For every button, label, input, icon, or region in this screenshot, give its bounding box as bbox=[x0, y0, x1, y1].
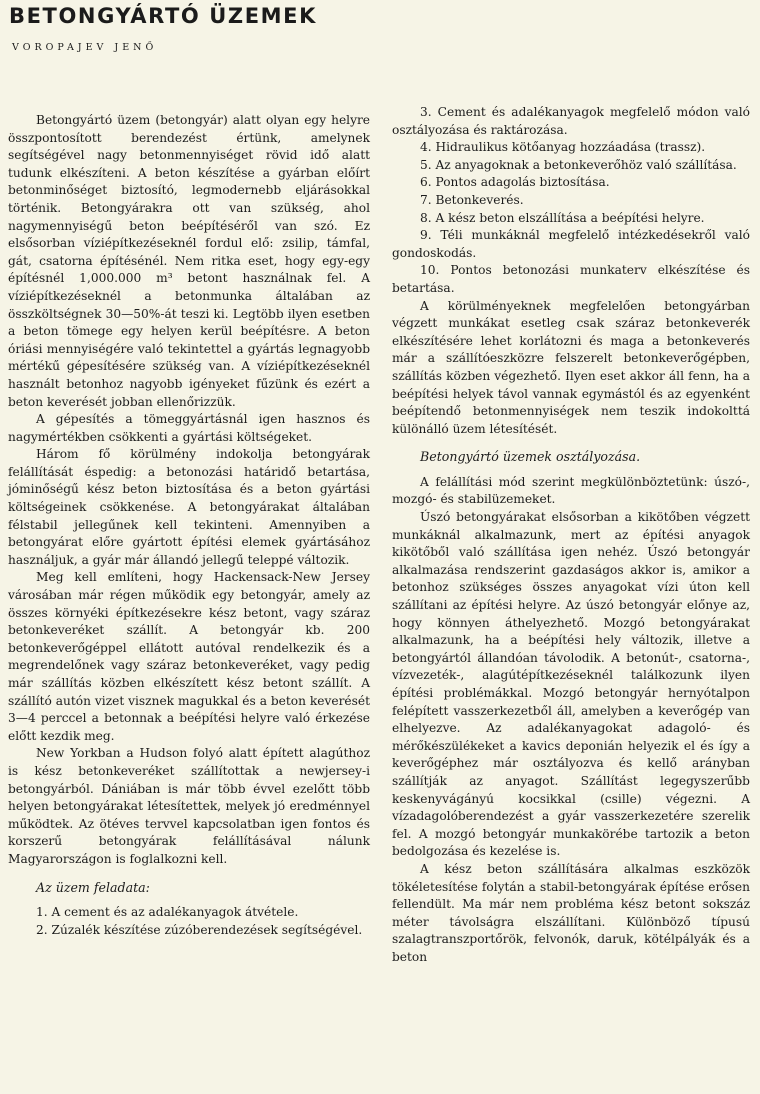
paragraph: New Yorkban a Hudson folyó alatt épített alagúthoz is kész betonkeveréket szállítottak a newjersey-i betongyárból. Dániában is már több évvel ezelőtt több helyen betongyárakat létesítettek, melyek jó eredménnyel működtek. Az ötéves tervvel kapcsolatban igen fontos és korszerű betongyárak felállításával nálunk Magyarországon is foglalkozni kell. bbox=[8, 746, 370, 866]
section-heading: Betongyártó üzemek osztályozása. bbox=[420, 449, 641, 465]
article-title: BETONGYÁRTÓ ÜZEMEK bbox=[9, 4, 317, 28]
paragraph: A felállítási mód szerint megkülönböztetünk: úszó-, mozgó- és stabilüzemeket. bbox=[392, 474, 750, 507]
list-item: 4. Hidraulikus kötőanyag hozzáadása (trassz). bbox=[420, 140, 706, 155]
list-item: 6. Pontos adagolás biztosítása. bbox=[420, 175, 610, 190]
paragraph: A kész beton szállítására alkalmas eszközök tökéletesítése folytán a stabil-betongyárak építése erősen fellendült. Ma már nem probléma kész betont sokszáz méter távolságra elszállítani. Különböző típusú szalagtranszportőrök, felvonók, daruk, kötélpályák és a beton bbox=[392, 861, 750, 964]
list-item: 5. Az anyagoknak a betonkeverőhöz való szállítása. bbox=[420, 157, 737, 172]
paragraph: Meg kell említeni, hogy Hackensack-New Jersey városában már régen működik egy betongyár, amely az összes környéki építkezésekre kész betont, vagy száraz betonkeveréket szállít. A betongyár kb. 200 betonkeverőgéppel ellátott autóval rendelkezik és a megrendelőnek vagy száraz betonkeveréket, vagy pedig már szállítás közben elkészített kész betont szállít. A szállító autón vizet visznek magukkal és a beton keverését 3—4 perccel a betonnak a beépítési helyre való érkezése előtt kezdik meg. bbox=[8, 570, 370, 743]
paragraph: A gépesítés a tömeggyártásnál igen hasznos és nagymértékben csökkenti a gyártási költségeket. bbox=[8, 412, 370, 444]
paragraph: A körülményeknek megfelelően betongyárban végzett munkákat esetleg csak száraz betonkeverék elkészítésére lehet korlátozni és maga a betonkeverés már a szállítóeszközre felszerelt betonkeverőgépben, szállítás közben végezhető. Ilyen eset akkor áll fenn, ha a beépítési helyek távol vannak egymástól és az egyenként beépítendő betonmennyiségek nem teszik indokolttá különálló üzem létesítését. bbox=[392, 298, 750, 436]
list-item: 3. Cement és adalékanyagok megfelelő módon való osztályozása és raktározása. bbox=[392, 105, 750, 137]
list-item: 9. Téli munkáknál megfelelő intézkedésekről való gondoskodás. bbox=[392, 228, 750, 260]
list-item: 2. Zúzalék készítése zúzóberendezések segítségével. bbox=[36, 922, 363, 937]
paragraph: Három fő körülmény indokolja betongyárak felállítását éspedig: a betonozási határidő betartása, jóminőségű kész beton biztosítása és a beton gyártási költségeinek csökkenése. A betongyárakat általában félstabil jellegűnek kell tekinteni. Amennyiben a betongyárat előre gyártott építési elemek gyártásához használjuk, a gyár már állandó jellegű teleppé változik. bbox=[8, 447, 370, 567]
paragraph: Betongyártó üzem (betongyár) alatt olyan egy helyre összpontosított berendezést értünk, amelynek segítségével nagy betonmennyiséget rövid idő alatt tudunk elkészíteni. A beton készítése a gyárban előírt betonminőséget biztosító, legmodernebb eljárásokkal történik. Betongyárakra ott van szükség, ahol nagymennyiségű beton beépítéséről van szó. Ez elsősorban víziépítkezéseknél fordul elő: zsilip, támfal, gát, csatorna építésénél. Nem ritka eset, hogy egy-egy építésnél 1,000.000 m³ betont használnak fel. A víziépítkezéseknél a betonmunka általában az összköltségnek 30—50%-át teszi ki. Legtöbb ilyen esetben a beton tömege egy helyen kerül beépítésre. A beton óriási mennyiségére való tekintettel a gyártás legnagyobb mértékű gépesítésére szükség van. A víziépítkezéseknél használt betonhoz nagyobb igényeket fűzünk és ezért a beton keverését jobban ellenőrizzük. bbox=[8, 113, 370, 409]
list-item: 10. Pontos betonozási munkaterv elkészítése és betartása. bbox=[392, 263, 750, 295]
right-column bbox=[392, 104, 750, 967]
task-list bbox=[8, 904, 370, 939]
list-item: 8. A kész beton elszállítása a beépítési helyre. bbox=[420, 210, 705, 225]
list-item: 1. A cement és az adalékanyagok átvétele. bbox=[36, 905, 299, 920]
author-name: VOROPAJEV JENŐ bbox=[12, 42, 158, 53]
left-column bbox=[8, 112, 370, 939]
task-list-continued bbox=[392, 104, 750, 298]
list-item: 7. Betonkeverés. bbox=[420, 192, 524, 207]
paragraph: Úszó betongyárakat elsősorban a kikötőben végzett munkáknál alkalmazunk, mert az építési anyagok kikötőből való szállítása igen nehéz. Úszó betongyár alkalmazása rendszerint gazdaságos akkor is, amikor a betonhoz szükséges összes anyagokat vízi úton kell szállítani az építési helyre. Az úszó betongyár előnye az, hogy könnyen áthelyezhető. Mozgó betongyárakat alkalmazunk, ha a beépítési hely változik, illetve a betongyártól állandóan távolodik. A betonút-, csatorna-, vízvezeték-, alagútépítkezéseknél találkozunk ilyen építési problémákkal. Mozgó betongyár hernyótalpon felépített vasszerkezetből áll, amelyben a keverőgép van elhelyezve. Az adalékanyagokat adagoló- és mérőkészülékeket a kavics deponián helyezik el és így a keverőgéphez már osztályozva és kellő arányban szállítják az anyagot. Szállítást legegyszerűbb keskenyvágányú kocsikkal (csille) végezni. A vízadagolóberendezést a gyár vasszerkezetére szerelik fel. A mozgó betongyár munkakörébe tartozik a beton bedolgozása és kezelése is. bbox=[392, 510, 750, 859]
section-heading: Az üzem feladata: bbox=[36, 879, 150, 895]
